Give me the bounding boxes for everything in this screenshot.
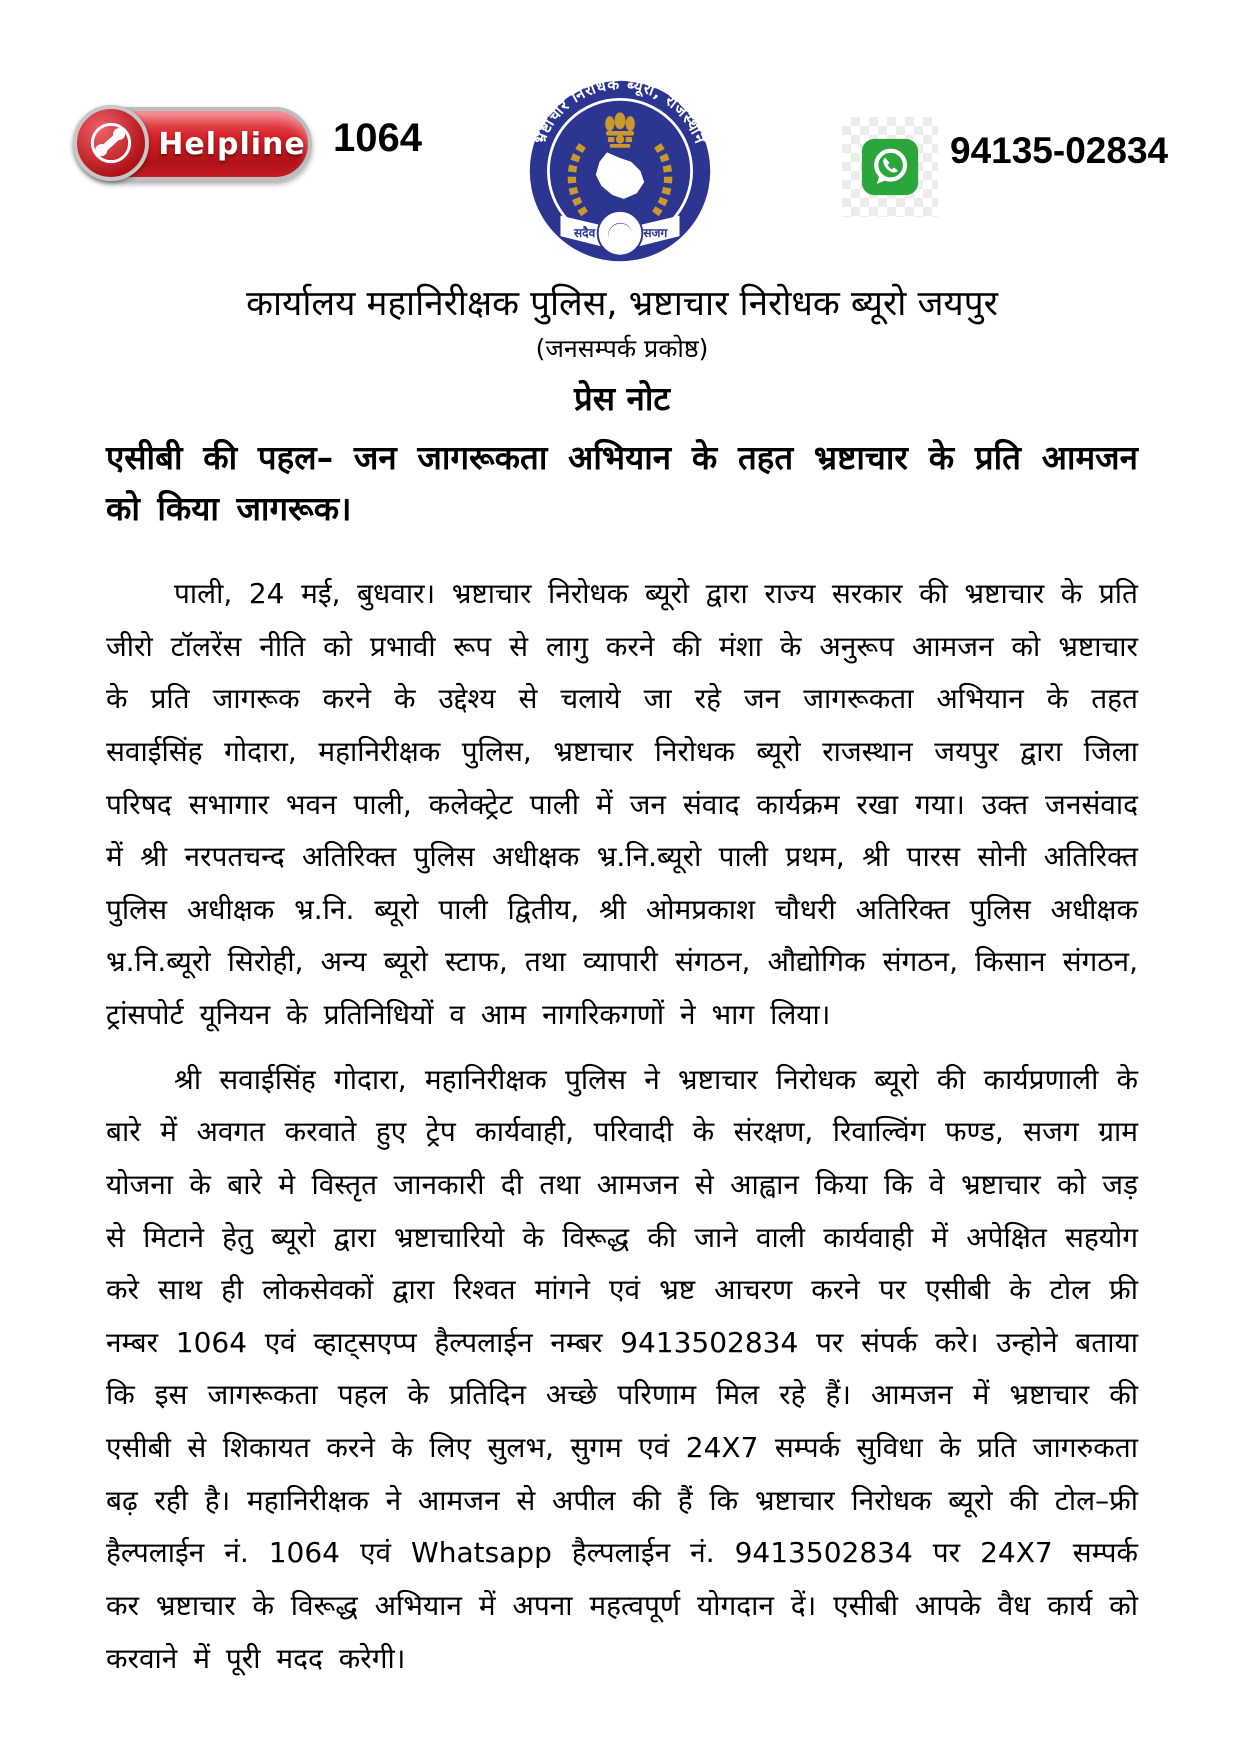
press-note-label: प्रेस नोट [573,378,671,418]
document-body [106,283,1138,1685]
helpline-number: 1064 [333,116,422,160]
body-paragraph-2: श्री सवाईसिंह गोदारा, महानिरीक्षक पुलिस ने भ्रष्टाचार निरोधक ब्यूरो की कार्यप्रणाली के बारे में अवगत करवाते हुए ट्रेप कार्यवाही, परिवादी के संरक्षण, रिवाल्विंग फण्ड, सजग ग्राम योजना के बारे मे विस्तृत जानकारी दी तथा आमजन से आह्वान किया कि वे भ्रष्टाचार को जड़ से मिटाने हेतु ब्यूरो द्वारा भ्रष्टाचारियो के विरूद्ध की जाने वाली कार्यवाही में अपेक्षित सहयोग करे साथ ही लोकसेवकों द्वारा रिश्वत मांगने एवं भ्रष्ट आचरण करने पर एसीबी के टोल फ्री नम्बर 1064 एवं व्हाट्सएप्प हैल्पलाईन नम्बर 9413502834 पर संपर्क करे। उन्होने बताया कि इस जागरूकता पहल के प्रतिदिन अच्छे परिणाम मिल रहे हैं। आमजन में भ्रष्टाचार की एसीबी से शिकायत करने के लिए सुलभ, सुगम एवं 24X7 सम्पर्क सुविधा के प्रति जागरुकता बढ़ रही है। महानिरीक्षक ने आमजन से अपील की हैं कि भ्रष्टाचार निरोधक ब्यूरो की टोल–फ्री हैल्पलाईन नं. 1064 एवं Whatsapp हैल्पलाईन नं. 9413502834 पर 24X7 सम्पर्क कर भ्रष्टाचार के विरूद्ध अभियान में अपना महत्वपूर्ण योगदान दें। एसीबी आपके वैध कार्य को करवाने में पूरी मदद करेगी। [106,1062,1138,1675]
helpline-badge [76,107,312,181]
whatsapp-icon [860,137,920,197]
whatsapp-number: 94135-02834 [950,130,1169,171]
headline: एसीबी की पहल– जन जागरूकता अभियान के तहत भ्रष्टाचार के प्रति आमजन को किया जागरूक। [106,437,1138,528]
acb-logo-emblem [527,78,713,264]
logo-bottom-circle [598,211,643,256]
phone-icon [87,119,135,167]
banner-word-right: सजग [643,226,668,241]
phone-icon-circle [73,105,149,181]
acb-logo [527,78,713,264]
office-title: कार्यालय महानिरीक्षक पुलिस, भ्रष्टाचार निरोधक ब्यूरो जयपुर [246,284,998,324]
body-paragraph-1: पाली, 24 मई, बुधवार। भ्रष्टाचार निरोधक ब्यूरो द्वारा राज्य सरकार की भ्रष्टाचार के प्रति जीरो टॉलरेंस नीति को प्रभावी रूप से लागु करने की मंशा के अनुरूप आमजन को भ्रष्टाचार के प्रति जागरूक करने के उद्देश्य से चलाये जा रहे जन जागरूकता अभियान के तहत सवाईसिंह गोदारा, महानिरीक्षक पुलिस, भ्रष्टाचार निरोधक ब्यूरो राजस्थान जयपुर द्वारा जिला परिषद सभागार भवन पाली, कलेक्ट्रेट पाली में जन संवाद कार्यक्रम रखा गया। उक्त जनसंवाद में श्री नरपतचन्द अतिरिक्त पुलिस अधीक्षक भ्र.नि.ब्यूरो पाली प्रथम, श्री पारस सोनी अतिरिक्त पुलिस अधीक्षक भ्र.नि. ब्यूरो पाली द्वितीय, श्री ओमप्रकाश चौधरी अतिरिक्त पुलिस अधीक्षक भ्र.नि.ब्यूरो सिरोही, अन्य ब्यूरो स्टाफ, तथा व्यापारी संगठन, औद्योगिक संगठन, किसान संगठन, ट्रांसपोर्ट यूनियन के प्रतिनिधियों व आम नागरिकगणों ने भाग लिया। [106,577,1138,1032]
helpline-label: Helpline [158,126,306,162]
office-subtitle: (जनसम्पर्क प्रकोष्ठ) [535,333,709,363]
whatsapp-icon-tile [842,117,938,217]
banner-word-left: सदैव [574,226,596,241]
logo-ring-text: भ्रष्टाचार निरोधक ब्यूरो, राजस्थान [530,78,710,147]
